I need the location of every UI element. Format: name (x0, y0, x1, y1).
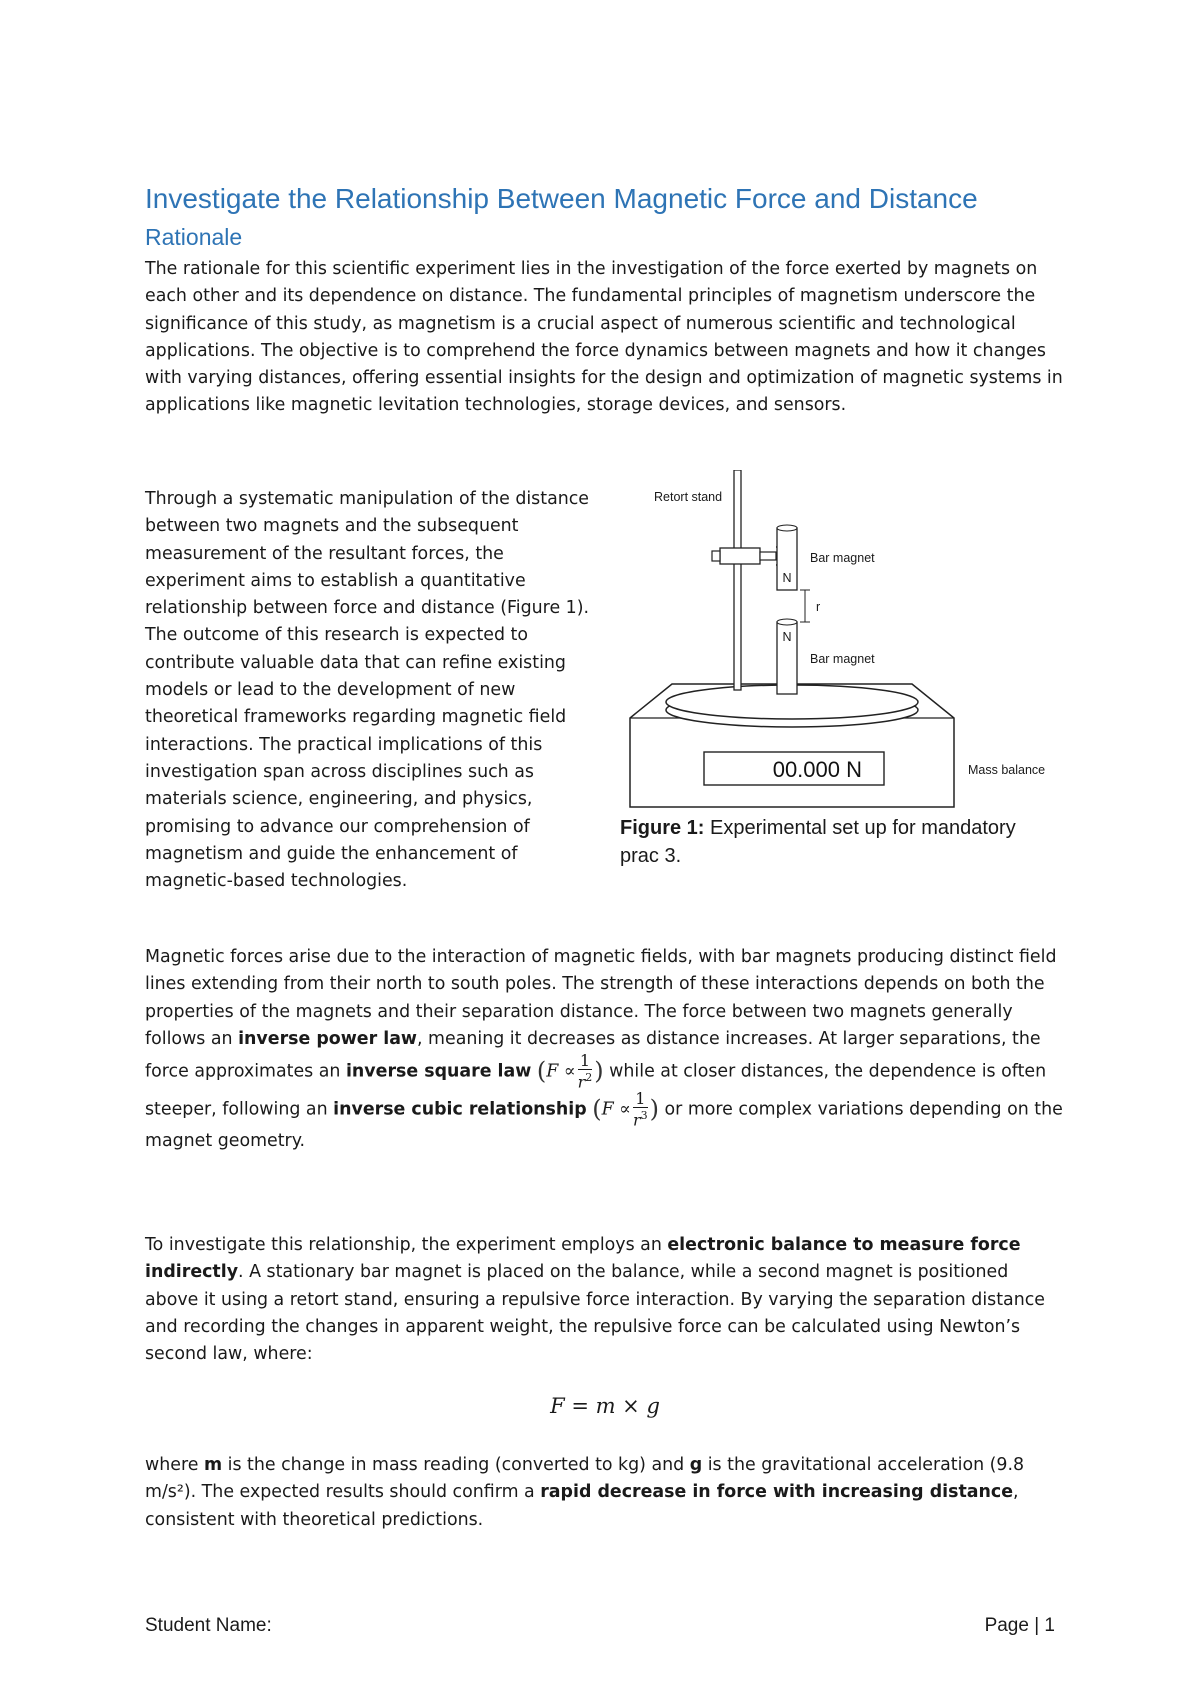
retort-stand-label: Retort stand (654, 490, 723, 504)
paragraph-expected-results (145, 1452, 1065, 1534)
p3-text-4: or more complex variations depending on the magnet geometry. (145, 1099, 1063, 1151)
balance-readout: 00.000 N (772, 757, 862, 782)
p3-text-1: Magnetic forces arise due to the interaction of magnetic fields, with bar magnets producing distinct field lines extending from their north to south poles. The strength of these interactions depends on both the properties of the magnets and their separation distance. The force between two magnets generally follows an (145, 947, 1057, 1049)
document-title: Investigate the Relationship Between Magnetic Force and Distance (145, 183, 978, 214)
setup-diagram (622, 470, 1064, 808)
p5-bold-g: g (689, 1455, 703, 1475)
mass-balance-label: Mass balance (968, 763, 1046, 777)
p4-bold-electronic-balance: electronic balance to measure force indirectly (145, 1235, 1021, 1283)
p5-bold-rapid-decrease: rapid decrease in force with increasing distance (540, 1482, 1013, 1503)
equation-inverse-cubic: (F ∝ $\frac{1}{r^3}$ ) (592, 1088, 659, 1129)
p5-text-1: where (145, 1455, 204, 1475)
p3-text-3: while at closer distances, the dependence is often steeper, following an (145, 1061, 1047, 1120)
p3-bold-inverse-cubic: inverse cubic relationship (333, 1099, 587, 1120)
clamp-boss (720, 548, 760, 564)
figure-caption-text: Experimental set up for mandatory prac 3. (620, 817, 1016, 867)
paragraph-method-detail (145, 1232, 1065, 1368)
top-bar-magnet-label: Bar magnet (810, 551, 875, 565)
paragraph-rationale: The rationale for this scientific experiment lies in the investigation of the force exerted by magnets on each other and its dependence on distance. The fundamental principles of magnetism underscore the significance of this study, as magnetism is a crucial aspect of numerous scientific and technological applications. The objective is to comprehend the force dynamics between magnets and how it changes with varying distances, offering essential insights for the design and optimization of magnetic systems in applications like magnetic levitation technologies, storage devices, and sensors. (145, 259, 1063, 416)
paragraph-magnetic-forces (145, 944, 1065, 1155)
equation-inverse-square: (F ∝ $\frac{1}{r^2}$ ) (536, 1051, 604, 1092)
figure-caption (620, 814, 1040, 870)
footer-page-number: Page | 1 (984, 1615, 1055, 1636)
p4-text-1: To investigate this relationship, the experiment employs an (145, 1235, 668, 1255)
distance-r-label: r (816, 600, 821, 614)
figure-experimental-setup (622, 470, 1064, 808)
p3-bold-inverse-square-law: inverse square law (345, 1061, 532, 1082)
p5-text-3: is the gravitational acceleration (9.8 m/s²). The expected results should confirm a (145, 1455, 1025, 1503)
p5-text-2: is the change in mass reading (converted to kg) and (222, 1455, 690, 1475)
top-magnet-pole: N (782, 571, 792, 585)
bottom-bar-magnet-label: Bar magnet (810, 652, 875, 666)
paragraph-method-overview: Through a systematic manipulation of the distance between two magnets and the subsequent measurement of the resultant forces, the experiment aims to establish a quantitative relationship between force and distance (Figure 1). The outcome of this research is expected to contribute valuable data that can refine existing models or lead to the development of new theoretical frameworks regarding magnetic field interactions. The practical implications of this investigation span across disciplines such as materials science, engineering, and physics, promising to advance our comprehension of magnetism and guide the enhancement of magnetic-based technologies. (145, 489, 590, 892)
footer-student-name: Student Name: (145, 1615, 272, 1636)
bottom-magnet-pole: N (782, 630, 792, 644)
p3-text-2: , meaning it decreases as distance increases. At larger separations, the force approximates an (145, 1028, 1041, 1082)
p4-text-2: . A stationary bar magnet is placed on the balance, while a second magnet is positioned above it using a retort stand, ensuring a repulsive force interaction. By varying the separation distance and recording the changes in apparent weight, the repulsive force can be calculated using Newton’s second law, where: (145, 1262, 1045, 1365)
equation-newton-second-law: F = m × g (550, 1394, 660, 1418)
p5-bold-m: m (203, 1455, 223, 1475)
retort-stand-rod (734, 470, 741, 690)
figure-caption-label: Figure 1: (620, 817, 705, 839)
p5-text-4: , consistent with theoretical predictions. (145, 1482, 1019, 1530)
p3-bold-inverse-power-law: inverse power law (238, 1028, 417, 1049)
section-heading-rationale: Rationale (145, 224, 243, 250)
